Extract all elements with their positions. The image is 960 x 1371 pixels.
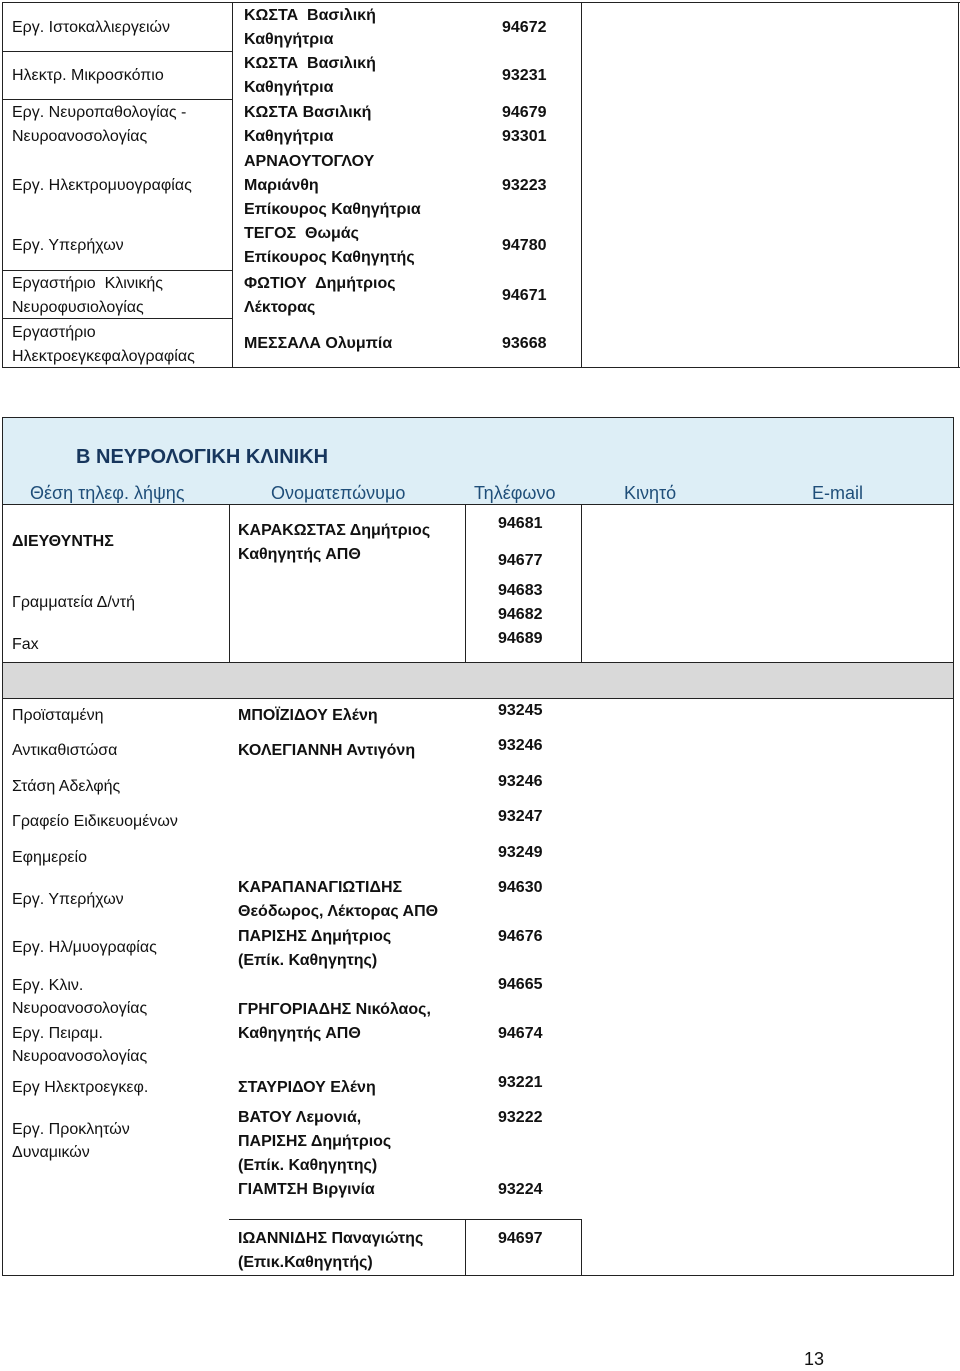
staff-name: ΜΕΣΣΑΛΑ Ολυμπία — [244, 335, 393, 352]
staff-role: Νευροανοσολογίας — [12, 1000, 148, 1017]
lab-label: Ηλεκτροεγκεφαλογραφίας — [12, 348, 195, 365]
lab-label: Ηλεκτρ. Μικροσκόπιο — [12, 67, 164, 84]
header-email: E-mail — [812, 483, 864, 503]
director-name: ΚΑΡΑΚΩΣΤΑΣ Δημήτριος — [238, 522, 431, 539]
phone-number: 94689 — [498, 630, 543, 647]
staff-role: Εργ. Προκλητών — [12, 1121, 130, 1138]
page-number: 13 — [804, 1349, 825, 1369]
staff-role: Εργ. Ηλ/μυογραφίας — [12, 939, 157, 956]
phone-number: 94630 — [498, 879, 543, 896]
header-name: Ονοματεπώνυμο — [271, 483, 406, 503]
staff-title: (Επικ.Καθηγητής) — [238, 1254, 373, 1271]
header-mobile: Κινητό — [624, 483, 677, 503]
staff-name: ΠΑΡΙΣΗΣ Δημήτριος — [238, 1133, 392, 1150]
staff-role: Γραφείο Ειδικευομένων — [12, 813, 178, 830]
phone-number: 94677 — [498, 552, 543, 569]
section-title: Β ΝΕΥΡΟΛΟΓΙΚΗ ΚΛΙΝΙΚΗ — [76, 446, 329, 468]
lab-label: Εργ. Ηλεκτρομυογραφίας — [12, 177, 192, 194]
staff-title: Καθηγήτρια — [244, 128, 334, 145]
staff-name: ΓΡΗΓΟΡΙΑΔΗΣ Νικόλαος, — [238, 1001, 431, 1018]
phone-number: 93231 — [502, 67, 547, 84]
lab-label: Εργ. Νευροπαθολογίας - — [12, 104, 187, 121]
staff-name: ΚΑΡΑΠΑΝΑΓΙΩΤΙΔΗΣ — [238, 879, 403, 896]
phone-number: 93223 — [502, 177, 547, 194]
staff-name: ΤΕΓΟΣ Θωμάς — [244, 225, 359, 242]
header-position: Θέση τηλεφ. λήψης — [30, 483, 185, 503]
phone-number: 93221 — [498, 1074, 543, 1091]
phone-number: 94679 — [502, 104, 547, 121]
lab-label: Εργ. Ιστοκαλλιεργειών — [12, 19, 170, 36]
staff-role: Στάση Αδελφής — [12, 778, 121, 795]
staff-name: ΠΑΡΙΣΗΣ Δημήτριος — [238, 928, 392, 945]
staff-role: Δυναμικών — [12, 1144, 90, 1161]
phone-number: 93249 — [498, 844, 543, 861]
phone-number: 94672 — [502, 19, 547, 36]
staff-title: Καθηγητής ΑΠΘ — [238, 1025, 361, 1042]
staff-role: Εργ. Κλιν. — [12, 977, 84, 994]
staff-role: Εργ. Υπερήχων — [12, 891, 124, 908]
phone-number: 94674 — [498, 1025, 543, 1042]
staff-name: ΣΤΑΥΡΙΔΟΥ Ελένη — [238, 1079, 376, 1096]
phone-number: 94682 — [498, 606, 543, 623]
staff-name: ΚΩΣΤΑ Βασιλική — [244, 104, 372, 121]
director-title: Καθηγητής ΑΠΘ — [238, 546, 361, 563]
staff-title: (Επίκ. Καθηγητης) — [238, 952, 378, 969]
phone-number: 93246 — [498, 773, 543, 790]
phone-number: 93301 — [502, 128, 547, 145]
staff-role: Εφημερείο — [12, 849, 87, 866]
phone-number: 93668 — [502, 335, 547, 352]
separator-band — [3, 662, 953, 698]
staff-title: Καθηγήτρια — [244, 79, 334, 96]
staff-role: Εργ Ηλεκτροεγκεφ. — [12, 1079, 149, 1096]
staff-role: Νευροανοσολογίας — [12, 1048, 148, 1065]
lab-label: Εργαστήριο — [12, 324, 96, 341]
staff-title: Λέκτορας — [244, 299, 316, 316]
lab-label: Νευροφυσιολογίας — [12, 299, 144, 316]
staff-title: Επίκουρος Καθηγήτρια — [244, 201, 421, 218]
phone-number: 93224 — [498, 1181, 543, 1198]
staff-name: ΜΠΟΪΖΙΔΟΥ Ελένη — [238, 707, 378, 724]
phone-number: 93245 — [498, 702, 543, 719]
staff-name: ΙΩΑΝΝΙΔΗΣ Παναγιώτης — [238, 1230, 424, 1247]
staff-title: Επίκουρος Καθηγητής — [244, 249, 415, 266]
phone-number: 93247 — [498, 808, 543, 825]
phone-number: 94780 — [502, 237, 547, 254]
staff-role: Προϊσταμένη — [12, 707, 104, 724]
secretariat-role: Γραμματεία Δ/ντή — [12, 594, 136, 611]
staff-name: ΚΟΛΕΓΙΑΝΝΗ Αντιγόνη — [238, 742, 416, 759]
lab-label: Εργ. Υπερήχων — [12, 237, 124, 254]
phone-number: 94683 — [498, 582, 543, 599]
staff-title: Καθηγήτρια — [244, 31, 334, 48]
lab-label: Εργαστήριο Κλινικής — [12, 275, 163, 292]
staff-name: Μαριάνθη — [244, 177, 319, 194]
phone-number: 93246 — [498, 737, 543, 754]
lab-label: Νευροανοσολογίας — [12, 128, 148, 145]
staff-name: ΦΩΤΙΟΥ Δημήτριος — [244, 275, 396, 292]
staff-name: ΑΡΝΑΟΥΤΟΓΛΟΥ — [244, 153, 375, 170]
header-phone: Τηλέφωνο — [474, 483, 556, 503]
staff-title: (Επίκ. Καθηγητης) — [238, 1157, 378, 1174]
phone-number: 94676 — [498, 928, 543, 945]
staff-title: Θεόδωρος, Λέκτορας ΑΠΘ — [238, 903, 439, 920]
fax-role: Fax — [12, 636, 39, 653]
staff-role: Αντικαθιστώσα — [12, 742, 118, 759]
phone-number: 94697 — [498, 1230, 543, 1247]
staff-name: ΒΑΤΟΥ Λεμονιά, — [238, 1109, 362, 1126]
phone-number: 93222 — [498, 1109, 543, 1126]
staff-name: ΓΙΑΜΤΣΗ Βιργινία — [238, 1181, 375, 1198]
staff-role: Εργ. Πειραμ. — [12, 1025, 103, 1042]
phone-number: 94681 — [498, 515, 543, 532]
staff-name: ΚΩΣΤΑ Βασιλική — [244, 7, 376, 24]
staff-name: ΚΩΣΤΑ Βασιλική — [244, 55, 376, 72]
phone-number: 94665 — [498, 976, 543, 993]
phone-number: 94671 — [502, 287, 547, 304]
director-role: ΔΙΕΥΘΥΝΤΗΣ — [12, 533, 114, 550]
